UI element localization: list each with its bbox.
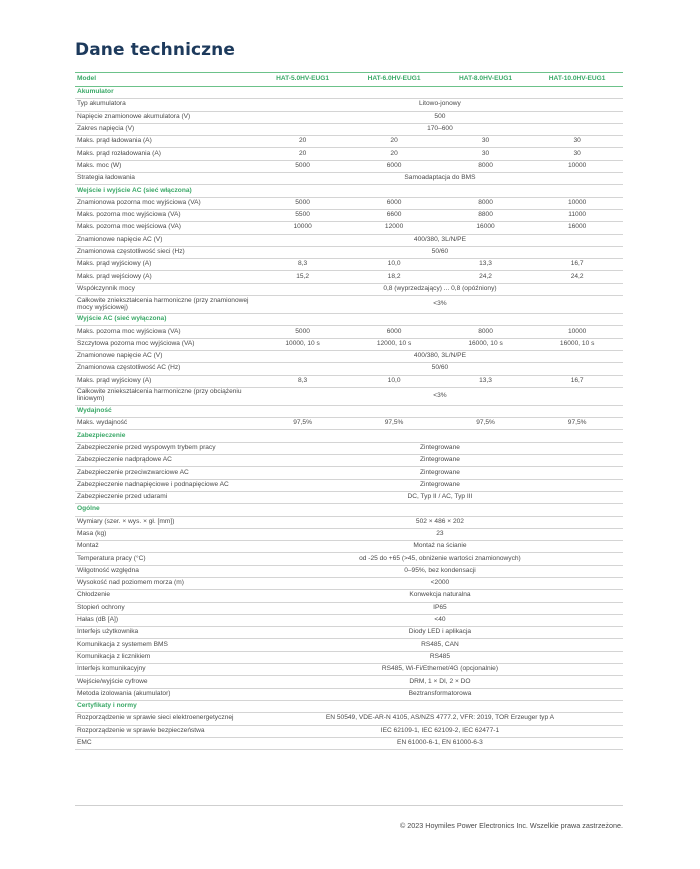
- row-value: 97,5%: [348, 418, 439, 430]
- table-row: [75, 602, 623, 614]
- row-value: 15,2: [257, 271, 348, 283]
- row-value-merged: od -25 do +65 (>45, obniżenie wartości znamionowych): [257, 553, 623, 565]
- row-label: Masa (kg): [75, 528, 257, 540]
- table-row: [75, 467, 623, 479]
- table-row: [75, 651, 623, 663]
- footer-divider: [75, 805, 623, 806]
- section-header-row: [75, 430, 623, 442]
- table-header-row: [75, 73, 623, 87]
- row-value: 8,3: [257, 259, 348, 271]
- row-value-merged: 400/380, 3L/N/PE: [257, 234, 623, 246]
- row-value: 16000: [531, 222, 623, 234]
- row-label: Wysokość nad poziomem morza (m): [75, 577, 257, 589]
- row-value-merged: Montaż na ścianie: [257, 541, 623, 553]
- row-label: Maks. prąd wejściowy (A): [75, 271, 257, 283]
- section-title: Certyfikaty i normy: [75, 700, 623, 712]
- table-row: [75, 136, 623, 148]
- section-title: Wejście i wyjście AC (sieć włączona): [75, 185, 623, 197]
- row-value: 97,5%: [257, 418, 348, 430]
- table-row: [75, 271, 623, 283]
- row-value: 12000: [348, 222, 439, 234]
- table-row: [75, 209, 623, 221]
- row-value-merged: IEC 62109-1, IEC 62109-2, IEC 62477-1: [257, 725, 623, 737]
- row-value: 6600: [348, 209, 439, 221]
- row-value: 13,3: [440, 259, 531, 271]
- row-value-merged: Zintegrowane: [257, 455, 623, 467]
- table-row: [75, 259, 623, 271]
- row-value: 97,5%: [531, 418, 623, 430]
- row-value: 8000: [440, 326, 531, 338]
- header-model-8: HAT-8.0HV-EUG1: [440, 73, 531, 87]
- row-label: Maks. prąd ładowania (A): [75, 136, 257, 148]
- row-label: Całkowite zniekształcenia harmoniczne (przy obciążeniu liniowym): [75, 387, 257, 405]
- row-value-merged: 23: [257, 528, 623, 540]
- row-value: 11000: [531, 209, 623, 221]
- row-value: 20: [348, 148, 439, 160]
- row-value-merged: EN 50549, VDE-AR-N 4105, AS/NZS 4777.2, VFR: 2019, TOR Erzeuger typ A: [257, 713, 623, 725]
- row-value-merged: Zintegrowane: [257, 442, 623, 454]
- row-value-merged: 0–95%, bez kondensacji: [257, 565, 623, 577]
- table-row: [75, 442, 623, 454]
- row-value: 5500: [257, 209, 348, 221]
- header-model-5: HAT-5.0HV-EUG1: [257, 73, 348, 87]
- row-value: 10000: [257, 222, 348, 234]
- spec-table-body: [75, 87, 623, 750]
- row-label: Zabezpieczenie przed udarami: [75, 491, 257, 503]
- row-value: 16,7: [531, 375, 623, 387]
- row-label: Strategia ładowania: [75, 173, 257, 185]
- row-value: 5000: [257, 197, 348, 209]
- row-value-merged: 0,8 (wyprzedzający) ... 0,8 (opóźniony): [257, 283, 623, 295]
- row-value: 10,0: [348, 375, 439, 387]
- section-title: Wyjście AC (sieć wyłączona): [75, 314, 623, 326]
- copyright-footer: © 2023 Hoymiles Power Electronics Inc. Wszelkie prawa zastrzeżone.: [399, 821, 623, 830]
- row-label: Znamionowa pozorna moc wyjściowa (VA): [75, 197, 257, 209]
- row-value: 20: [257, 136, 348, 148]
- table-row: [75, 479, 623, 491]
- row-value: 16,7: [531, 259, 623, 271]
- section-header-row: [75, 504, 623, 516]
- row-label: Zabezpieczenie przed wyspowym trybem pracy: [75, 442, 257, 454]
- table-row: [75, 627, 623, 639]
- row-label: Komunikacja z systemem BMS: [75, 639, 257, 651]
- row-label: Hałas (dB [A]): [75, 614, 257, 626]
- table-row: [75, 375, 623, 387]
- row-label: Metoda izolowania (akumulator): [75, 688, 257, 700]
- row-label: Montaż: [75, 541, 257, 553]
- row-value: 97,5%: [440, 418, 531, 430]
- row-label: Maks. prąd wyjściowy (A): [75, 259, 257, 271]
- row-value: 5000: [257, 160, 348, 172]
- row-value-merged: 502 × 486 × 202: [257, 516, 623, 528]
- row-value: 10,0: [348, 259, 439, 271]
- table-row: [75, 541, 623, 553]
- table-row: [75, 283, 623, 295]
- table-row: [75, 688, 623, 700]
- row-value: 10000: [531, 160, 623, 172]
- spec-table: [75, 72, 623, 750]
- row-value-merged: DC, Typ II / AC, Typ III: [257, 491, 623, 503]
- row-value: 6000: [348, 197, 439, 209]
- table-row: [75, 123, 623, 135]
- row-value-merged: RS485: [257, 651, 623, 663]
- row-label: Chłodzenie: [75, 590, 257, 602]
- table-row: [75, 737, 623, 749]
- section-header-row: [75, 314, 623, 326]
- row-value: 6000: [348, 326, 439, 338]
- row-label: Maks. wydajność: [75, 418, 257, 430]
- section-header-row: [75, 87, 623, 99]
- row-value: 30: [440, 136, 531, 148]
- row-value-merged: Zintegrowane: [257, 467, 623, 479]
- section-header-row: [75, 700, 623, 712]
- table-row: [75, 246, 623, 258]
- row-label: Typ akumulatora: [75, 99, 257, 111]
- row-value-merged: 170–600: [257, 123, 623, 135]
- section-title: Wydajność: [75, 405, 623, 417]
- row-value: 18,2: [348, 271, 439, 283]
- header-model-6: HAT-6.0HV-EUG1: [348, 73, 439, 87]
- row-label: Komunikacja z licznikiem: [75, 651, 257, 663]
- row-value: 13,3: [440, 375, 531, 387]
- row-value-merged: Samoadaptacja do BMS: [257, 173, 623, 185]
- row-label: Maks. prąd wyjściowy (A): [75, 375, 257, 387]
- table-row: [75, 197, 623, 209]
- row-value-merged: EN 61000-6-1, EN 61000-6-3: [257, 737, 623, 749]
- table-row: [75, 418, 623, 430]
- table-row: [75, 565, 623, 577]
- row-label: Interfejs komunikacyjny: [75, 664, 257, 676]
- table-row: [75, 676, 623, 688]
- table-row: [75, 590, 623, 602]
- table-row: [75, 455, 623, 467]
- row-value-merged: 400/380, 3L/N/PE: [257, 350, 623, 362]
- row-label: Stopień ochrony: [75, 602, 257, 614]
- table-row: [75, 664, 623, 676]
- row-label: Współczynnik mocy: [75, 283, 257, 295]
- table-row: [75, 614, 623, 626]
- section-title: Akumulator: [75, 87, 623, 99]
- row-value: 20: [257, 148, 348, 160]
- row-value-merged: 50/60: [257, 363, 623, 375]
- section-title: Zabezpieczenie: [75, 430, 623, 442]
- row-label: Zabezpieczenie nadprądowe AC: [75, 455, 257, 467]
- row-value-merged: Konwekcja naturalna: [257, 590, 623, 602]
- row-label: Wejście/wyjście cyfrowe: [75, 676, 257, 688]
- row-value-merged: <2000: [257, 577, 623, 589]
- row-value: 8800: [440, 209, 531, 221]
- row-value-merged: Beztransformatorowa: [257, 688, 623, 700]
- row-value-merged: RS485, Wi-Fi/Ethernet/4G (opcjonalnie): [257, 664, 623, 676]
- row-label: Interfejs użytkownika: [75, 627, 257, 639]
- row-value: 8000: [440, 197, 531, 209]
- header-model-label: Model: [75, 73, 257, 87]
- row-value-merged: <40: [257, 614, 623, 626]
- table-row: [75, 222, 623, 234]
- table-row: [75, 173, 623, 185]
- table-row: [75, 160, 623, 172]
- table-row: [75, 234, 623, 246]
- row-label: Zabezpieczenie nadnapięciowe i podnapięciowe AC: [75, 479, 257, 491]
- row-label: Znamionowe napięcie AC (V): [75, 234, 257, 246]
- row-value-merged: <3%: [257, 387, 623, 405]
- row-value-merged: Litowo-jonowy: [257, 99, 623, 111]
- table-row: [75, 713, 623, 725]
- row-value: 6000: [348, 160, 439, 172]
- row-value: 16000, 10 s: [440, 338, 531, 350]
- table-row: [75, 296, 623, 314]
- row-label: Zakres napięcia (V): [75, 123, 257, 135]
- row-value-merged: 50/60: [257, 246, 623, 258]
- row-value: 12000, 10 s: [348, 338, 439, 350]
- row-value: 16000, 10 s: [531, 338, 623, 350]
- table-row: [75, 516, 623, 528]
- header-model-10: HAT-10.0HV-EUG1: [531, 73, 623, 87]
- row-value-merged: RS485, CAN: [257, 639, 623, 651]
- row-value: 24,2: [440, 271, 531, 283]
- row-label: Temperatura pracy (°C): [75, 553, 257, 565]
- row-label: Wymiary (szer. × wys. × gł. [mm]): [75, 516, 257, 528]
- row-label: Całkowite zniekształcenia harmoniczne (przy znamionowej mocy wyjściowej): [75, 296, 257, 314]
- row-label: Maks. pozorna moc wejściowa (VA): [75, 222, 257, 234]
- row-label: Maks. pozorna moc wyjściowa (VA): [75, 209, 257, 221]
- row-value-merged: DRM, 1 × DI, 2 × DO: [257, 676, 623, 688]
- row-value: 30: [531, 136, 623, 148]
- row-value: 30: [531, 148, 623, 160]
- row-label: Rozporządzenie w sprawie sieci elektroenergetycznej: [75, 713, 257, 725]
- row-label: Rozporządzenie w sprawie bezpieczeństwa: [75, 725, 257, 737]
- row-label: EMC: [75, 737, 257, 749]
- table-row: [75, 491, 623, 503]
- table-row: [75, 363, 623, 375]
- row-label: Szczytowa pozorna moc wyjściowa (VA): [75, 338, 257, 350]
- row-label: Znamionowa częstotliwość sieci (Hz): [75, 246, 257, 258]
- page-title: Dane techniczne: [75, 40, 236, 60]
- row-label: Maks. moc (W): [75, 160, 257, 172]
- table-row: [75, 528, 623, 540]
- row-label: Wilgotność względna: [75, 565, 257, 577]
- row-value: 5000: [257, 326, 348, 338]
- row-value-merged: <3%: [257, 296, 623, 314]
- table-row: [75, 639, 623, 651]
- table-row: [75, 577, 623, 589]
- section-header-row: [75, 185, 623, 197]
- row-value-merged: 500: [257, 111, 623, 123]
- row-value: 8,3: [257, 375, 348, 387]
- table-row: [75, 350, 623, 362]
- row-value-merged: IP65: [257, 602, 623, 614]
- table-row: [75, 148, 623, 160]
- table-row: [75, 99, 623, 111]
- row-value-merged: Zintegrowane: [257, 479, 623, 491]
- table-row: [75, 111, 623, 123]
- section-title: Ogólne: [75, 504, 623, 516]
- table-row: [75, 553, 623, 565]
- row-label: Zabezpieczenie przeciwzwarciowe AC: [75, 467, 257, 479]
- row-label: Maks. prąd rozładowania (A): [75, 148, 257, 160]
- row-value: 24,2: [531, 271, 623, 283]
- row-value: 10000, 10 s: [257, 338, 348, 350]
- row-value: 20: [348, 136, 439, 148]
- table-row: [75, 338, 623, 350]
- row-value: 10000: [531, 197, 623, 209]
- row-label: Znamionowa częstotliwość AC (Hz): [75, 363, 257, 375]
- section-header-row: [75, 405, 623, 417]
- row-label: Napięcie znamionowe akumulatora (V): [75, 111, 257, 123]
- row-label: Maks. pozorna moc wyjściowa (VA): [75, 326, 257, 338]
- table-row: [75, 326, 623, 338]
- table-row: [75, 725, 623, 737]
- row-value: 8000: [440, 160, 531, 172]
- row-value-merged: Diody LED i aplikacja: [257, 627, 623, 639]
- row-value: 16000: [440, 222, 531, 234]
- table-row: [75, 387, 623, 405]
- row-value: 10000: [531, 326, 623, 338]
- row-label: Znamionowe napięcie AC (V): [75, 350, 257, 362]
- row-value: 30: [440, 148, 531, 160]
